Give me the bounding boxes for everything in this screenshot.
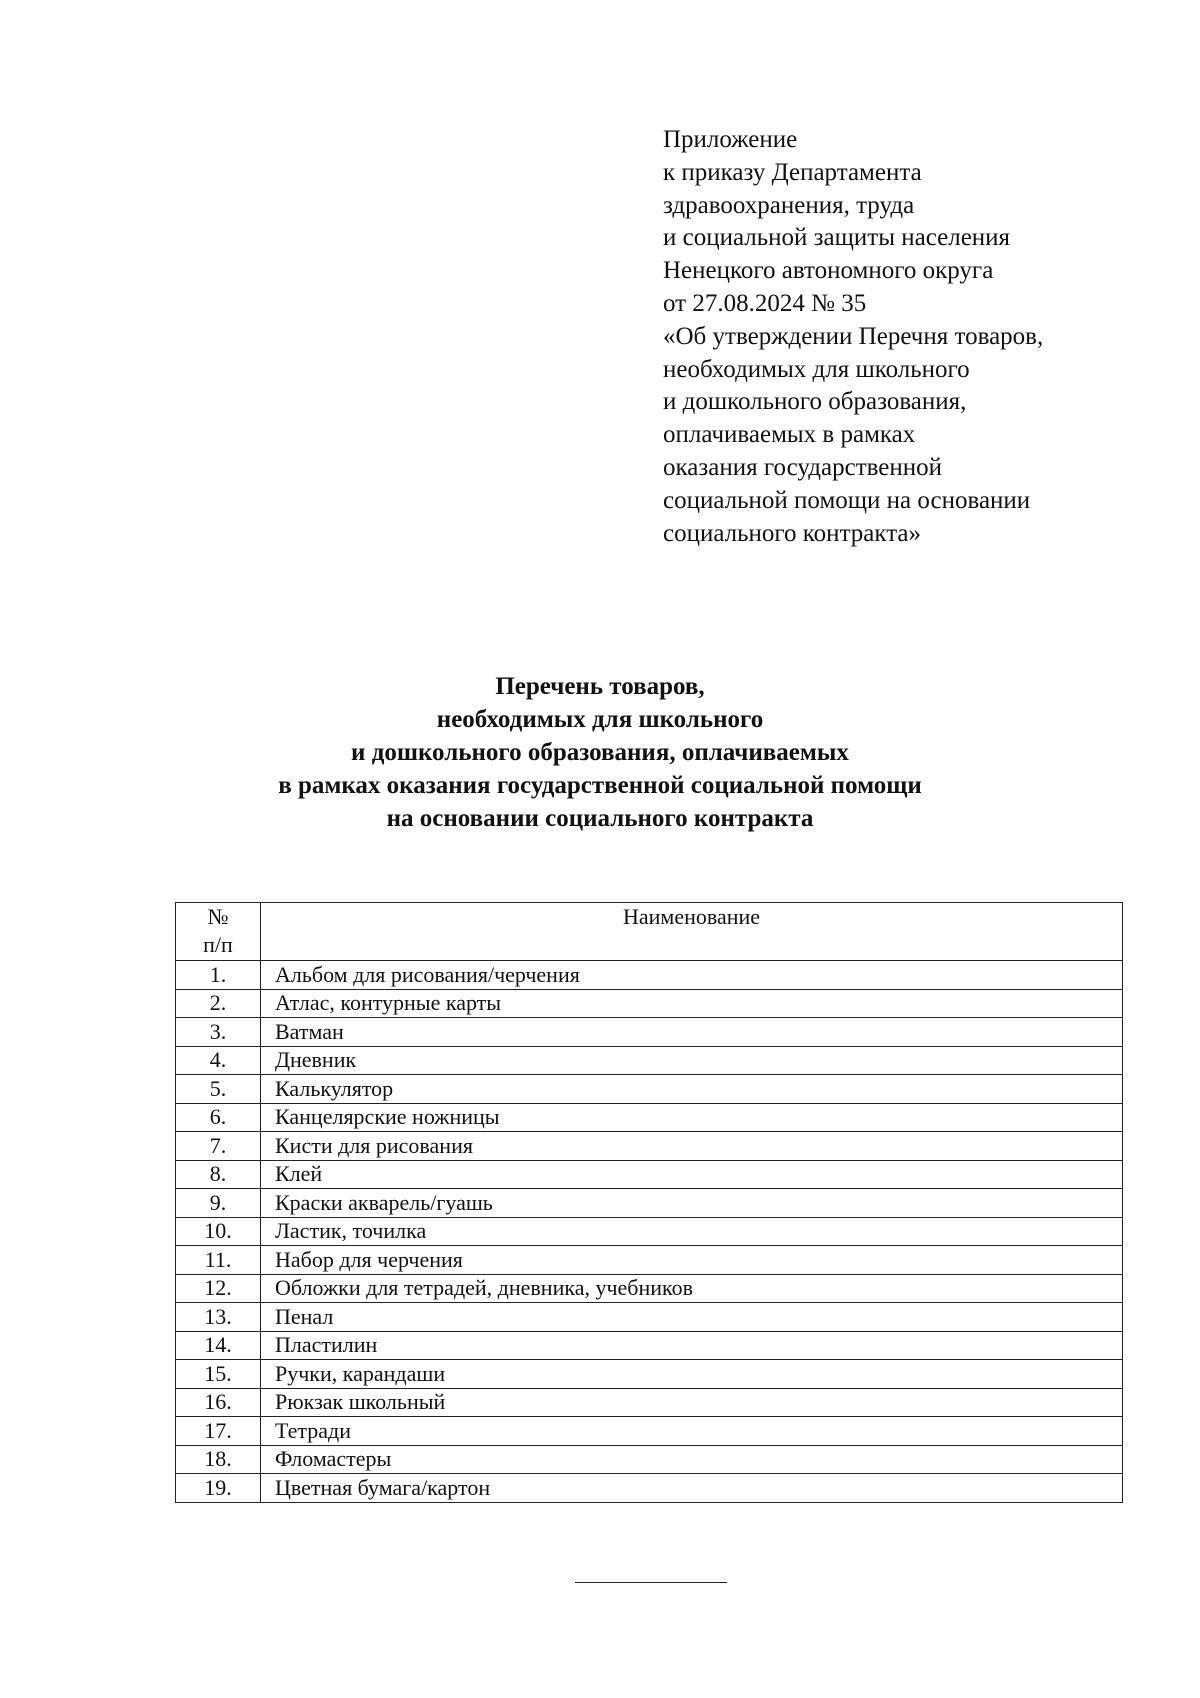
row-name: Обложки для тетрадей, дневника, учебников — [261, 1274, 1123, 1303]
row-number: 4. — [176, 1046, 261, 1075]
table-row — [176, 1445, 1123, 1474]
appendix-line: социальной помощи на основании — [663, 486, 1031, 514]
row-name: Ватман — [261, 1018, 1123, 1047]
table-row — [176, 1018, 1123, 1047]
row-name: Пенал — [261, 1303, 1123, 1332]
appendix-line: здравоохранения, труда — [663, 191, 915, 219]
row-name: Краски акварель/гуашь — [261, 1189, 1123, 1218]
table-row — [176, 1360, 1123, 1389]
appendix-line: от 27.08.2024 № 35 — [663, 289, 867, 317]
header-name: Наименование — [261, 903, 1123, 961]
appendix-line: оплачиваемых в рамках — [663, 421, 916, 449]
table-row — [176, 1132, 1123, 1161]
title-line: на основании социального контракта — [386, 805, 814, 832]
row-name: Фломастеры — [261, 1445, 1123, 1474]
table-row — [176, 1189, 1123, 1218]
row-number: 18. — [176, 1445, 261, 1474]
table-row — [176, 989, 1123, 1018]
row-number: 6. — [176, 1103, 261, 1132]
title-line: в рамках оказания государственной социальной помощи — [278, 772, 922, 799]
row-number: 10. — [176, 1217, 261, 1246]
row-name: Ластик, точилка — [261, 1217, 1123, 1246]
header-number — [176, 903, 261, 961]
table-row — [176, 961, 1123, 990]
row-number: 14. — [176, 1331, 261, 1360]
table-row — [176, 1075, 1123, 1104]
row-number: 12. — [176, 1274, 261, 1303]
appendix-line: социального контракта» — [663, 519, 922, 547]
row-number: 19. — [176, 1474, 261, 1503]
header-number-line1: № — [207, 904, 229, 929]
row-number: 17. — [176, 1417, 261, 1446]
title-line: Перечень товаров, — [495, 673, 705, 700]
row-name: Калькулятор — [261, 1075, 1123, 1104]
appendix-line: необходимых для школьного — [663, 355, 970, 383]
row-number: 13. — [176, 1303, 261, 1332]
table-row — [176, 1417, 1123, 1446]
table-row — [176, 1217, 1123, 1246]
row-number: 9. — [176, 1189, 261, 1218]
table-row — [176, 1474, 1123, 1503]
table-header-row — [176, 903, 1123, 961]
row-name: Пластилин — [261, 1331, 1123, 1360]
appendix-line: «Об утверждении Перечня товаров, — [663, 322, 1044, 350]
table-row — [176, 1303, 1123, 1332]
table-body — [176, 961, 1123, 1503]
table-row — [176, 1246, 1123, 1275]
row-number: 3. — [176, 1018, 261, 1047]
row-number: 15. — [176, 1360, 261, 1389]
appendix-line: оказания государственной — [663, 453, 943, 481]
row-name: Цветная бумага/картон — [261, 1474, 1123, 1503]
row-number: 11. — [176, 1246, 261, 1275]
row-number: 2. — [176, 989, 261, 1018]
row-number: 7. — [176, 1132, 261, 1161]
table-row — [176, 1331, 1123, 1360]
row-name: Канцелярские ножницы — [261, 1103, 1123, 1132]
row-name: Ручки, карандаши — [261, 1360, 1123, 1389]
appendix-line: Ненецкого автономного округа — [663, 257, 994, 285]
appendix-line: Приложение — [663, 126, 798, 153]
goods-table — [175, 902, 1123, 1503]
row-name: Набор для черчения — [261, 1246, 1123, 1275]
table-row — [176, 1046, 1123, 1075]
appendix-line: к приказу Департамента — [663, 158, 922, 186]
row-name: Альбом для рисования/черчения — [261, 961, 1123, 990]
table-row — [176, 1388, 1123, 1417]
row-number: 5. — [176, 1075, 261, 1104]
table-row — [176, 1103, 1123, 1132]
end-line — [575, 1582, 727, 1583]
title-line: необходимых для школьного — [436, 706, 764, 733]
appendix-line: и дошкольного образования, — [663, 388, 967, 416]
appendix-line: и социальной защиты населения — [663, 224, 1011, 252]
document-title — [150, 670, 1050, 835]
table-row — [176, 1160, 1123, 1189]
row-number: 1. — [176, 961, 261, 990]
row-number: 8. — [176, 1160, 261, 1189]
title-line: и дошкольного образования, оплачиваемых — [351, 739, 849, 766]
row-name: Рюкзак школьный — [261, 1388, 1123, 1417]
table-row — [176, 1274, 1123, 1303]
header-number-line2: п/п — [203, 932, 233, 957]
row-number: 16. — [176, 1388, 261, 1417]
row-name: Атлас, контурные карты — [261, 989, 1123, 1018]
appendix-block — [663, 124, 1183, 550]
row-name: Тетради — [261, 1417, 1123, 1446]
row-name: Клей — [261, 1160, 1123, 1189]
row-name: Дневник — [261, 1046, 1123, 1075]
row-name: Кисти для рисования — [261, 1132, 1123, 1161]
